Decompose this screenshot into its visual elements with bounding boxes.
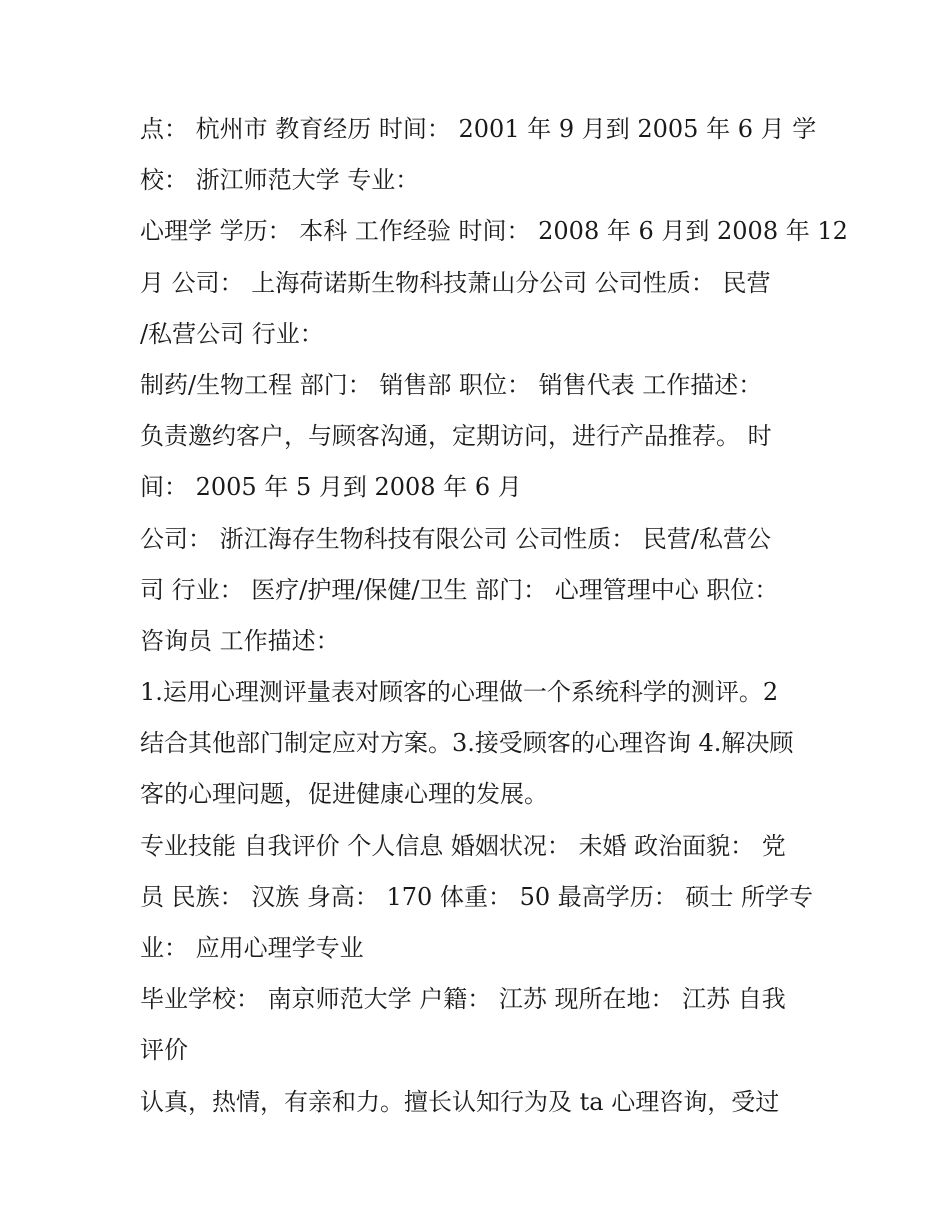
text-line: 结合其他部门制定应对方案。3.接受顾客的心理咨询 4.解决顾 xyxy=(140,729,794,758)
text-line: 评价 xyxy=(140,1036,188,1065)
text-line: 司 行业： 医疗/护理/保健/卫生 部门： 心理管理中心 职位： xyxy=(140,575,779,604)
text-line: /私营公司 行业： xyxy=(140,319,324,348)
text-line: 制药/生物工程 部门： 销售部 职位： 销售代表 工作描述： xyxy=(140,370,763,399)
text-line: 公司： 浙江海存生物科技有限公司 公司性质： 民营/私营公 xyxy=(140,524,771,553)
text-line: 业： 应用心理学专业 xyxy=(140,934,364,962)
text-line: 心理学 学历： 本科 工作经验 时间： 2008 年 6 月到 2008 年 12 xyxy=(140,217,848,246)
text-line: 负责邀约客户，与顾客沟通，定期访问，进行产品推荐。 时 xyxy=(140,422,772,451)
text-line: 1.运用心理测评量表对顾客的心理做一个系统科学的测评。2 xyxy=(140,678,779,707)
text-line: 客的心理问题，促进健康心理的发展。 xyxy=(140,780,548,809)
text-line: 咨询员 工作描述： xyxy=(140,626,340,655)
text-line: 认真，热情，有亲和力。擅长认知行为及 ta 心理咨询，受过 xyxy=(140,1087,780,1116)
text-line: 专业技能 自我评价 个人信息 婚姻状况： 未婚 政治面貌： 党 xyxy=(140,831,786,860)
text-line: 间： 2005 年 5 月到 2008 年 6 月 xyxy=(140,473,522,502)
resume-text-body xyxy=(140,104,848,1128)
text-line: 点： 杭州市 教育经历 时间： 2001 年 9 月到 2005 年 6 月 学 xyxy=(140,115,817,143)
text-line: 月 公司： 上海荷诺斯生物科技萧山分公司 公司性质： 民营 xyxy=(140,268,771,297)
text-line: 校： 浙江师范大学 专业： xyxy=(140,166,420,195)
text-line: 员 民族： 汉族 身高： 170 体重： 50 最高学历： 硕士 所学专 xyxy=(140,882,814,911)
text-line: 毕业学校： 南京师范大学 户籍： 江苏 现所在地： 江苏 自我 xyxy=(140,985,786,1014)
